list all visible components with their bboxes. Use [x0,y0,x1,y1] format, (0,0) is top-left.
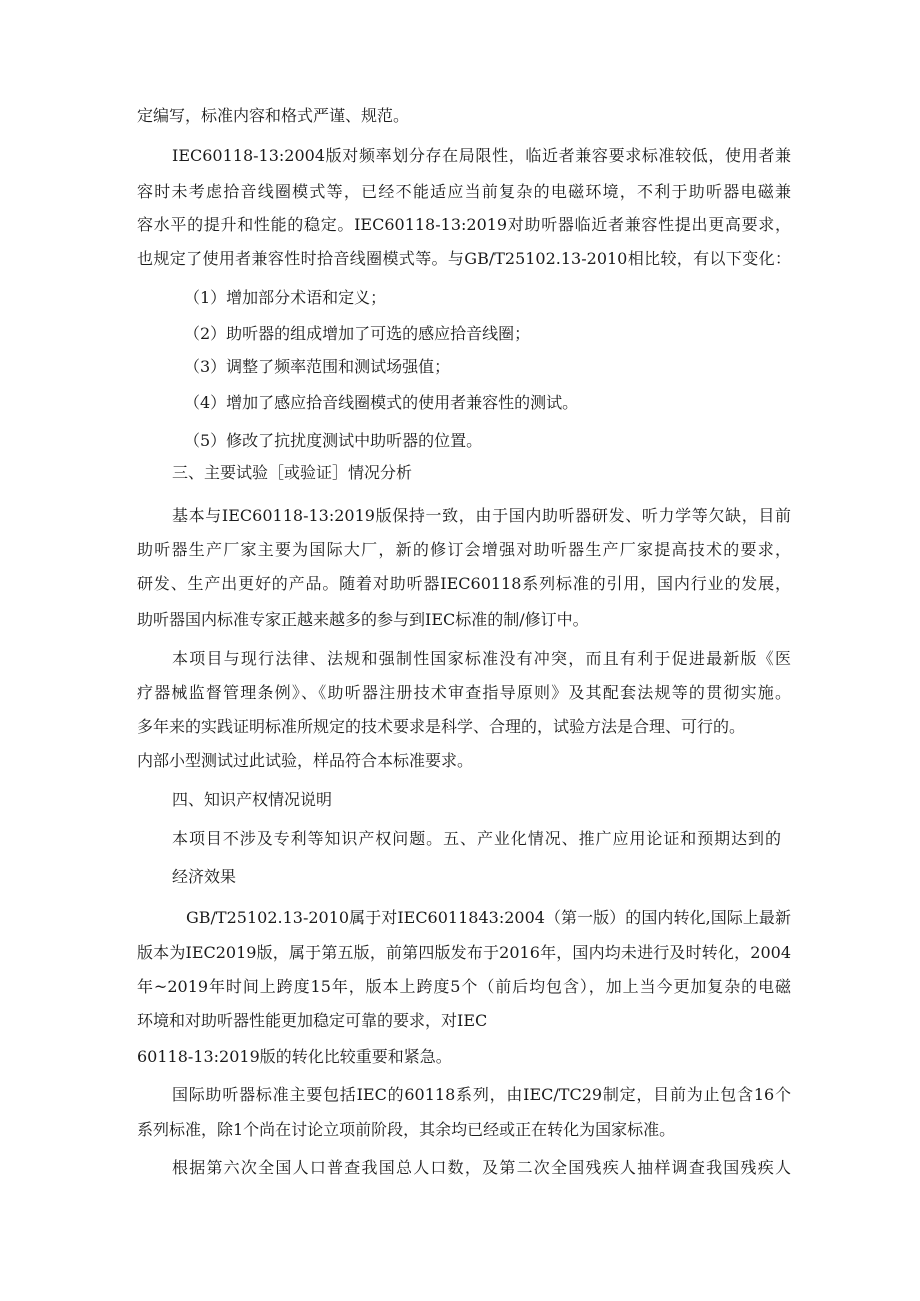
section-heading: 四、知识产权情况说明 [172,790,333,809]
text-line: 助听器国内标准专家正越来越多的参与到IEC标准的制/修订中。 [137,610,589,629]
text-line: 根据第六次全国人口普查我国总人口数，及第二次全国残疾人抽样调查我国残疾人 [172,1158,791,1177]
text-line: 多年来的实践证明标准所规定的技术要求是科学、合理的，试验方法是合理、可行的。 [137,717,746,736]
text-line: 版本为IEC2019版，属于第五版，前第四版发布于2016年，国内均未进行及时转化，2004 [137,943,791,962]
text-line: 本项目不涉及专利等知识产权问题。五、产业化情况、推广应用论证和预期达到的 [172,829,781,848]
text-line: 系列标准，除1个尚在讨论立项前阶段，其余均已经或正在转化为国家标准。 [137,1120,676,1139]
section-heading: 经济效果 [172,867,237,886]
section-heading: 三、主要试验［或验证］情况分析 [172,463,413,482]
text-line: 也规定了使用者兼容性时拾音线圈模式等。与GB/T25102.13-2010相比较，有以下变化： [137,249,791,268]
text-line: GB/T25102.13-2010属于对IEC6011843:2004（第一版）的国内转化,国际上最新 [186,908,791,927]
text-line: 国际助听器标准主要包括IEC的60118系列，由IEC/TC29制定，目前为止包含16个 [172,1085,791,1104]
text-line: 年~2019年时间上跨度15年，版本上跨度5个（前后均包含），加上当今更加复杂的电磁 [137,977,791,996]
text-line: 60118-13:2019版的转化比较重要和紧急。 [137,1047,452,1066]
text-line: IEC60118-13:2004版对频率划分存在局限性，临近者兼容要求标准较低，使用者兼 [172,146,791,165]
text-line: 容时未考虑拾音线圈模式等，已经不能适应当前复杂的电磁环境，不利于助听器电磁兼 [137,182,791,201]
list-item: （3）调整了频率范围和测试场强值； [184,357,451,376]
list-item: （5）修改了抗扰度测试中助听器的位置。 [184,431,483,450]
list-item: （4）增加了感应拾音线圈模式的使用者兼容性的测试。 [184,393,579,412]
text-line: 研发、生产出更好的产品。随着对助听器IEC60118系列标准的引用，国内行业的发展， [137,574,791,593]
text-line: 内部小型测试过此试验，样品符合本标准要求。 [137,751,474,770]
text-line: 疗器械监督管理条例》、《助听器注册技术审查指导原则》及其配套法规等的贯彻实施。 [137,683,791,702]
text-line: 本项目与现行法律、法规和强制性国家标准没有冲突，而且有利于促进最新版《医 [172,649,791,668]
text-line: 容水平的提升和性能的稳定。IEC60118-13:2019对助听器临近者兼容性提出更高要求， [137,215,791,234]
text-line: 定编写，标准内容和格式严谨、规范。 [137,106,410,125]
text-line: 基本与IEC60118-13:2019版保持一致，由于国内助听器研发、听力学等欠缺，目前 [172,506,791,525]
text-line: 助听器生产厂家主要为国际大厂，新的修订会增强对助听器生产厂家提高技术的要求， [137,540,791,559]
list-item: （2）助听器的组成增加了可选的感应拾音线圈； [184,324,531,343]
text-line: 环境和对助听器性能更加稳定可靠的要求，对IEC [137,1011,488,1030]
list-item: （1）增加部分术语和定义； [184,288,387,307]
